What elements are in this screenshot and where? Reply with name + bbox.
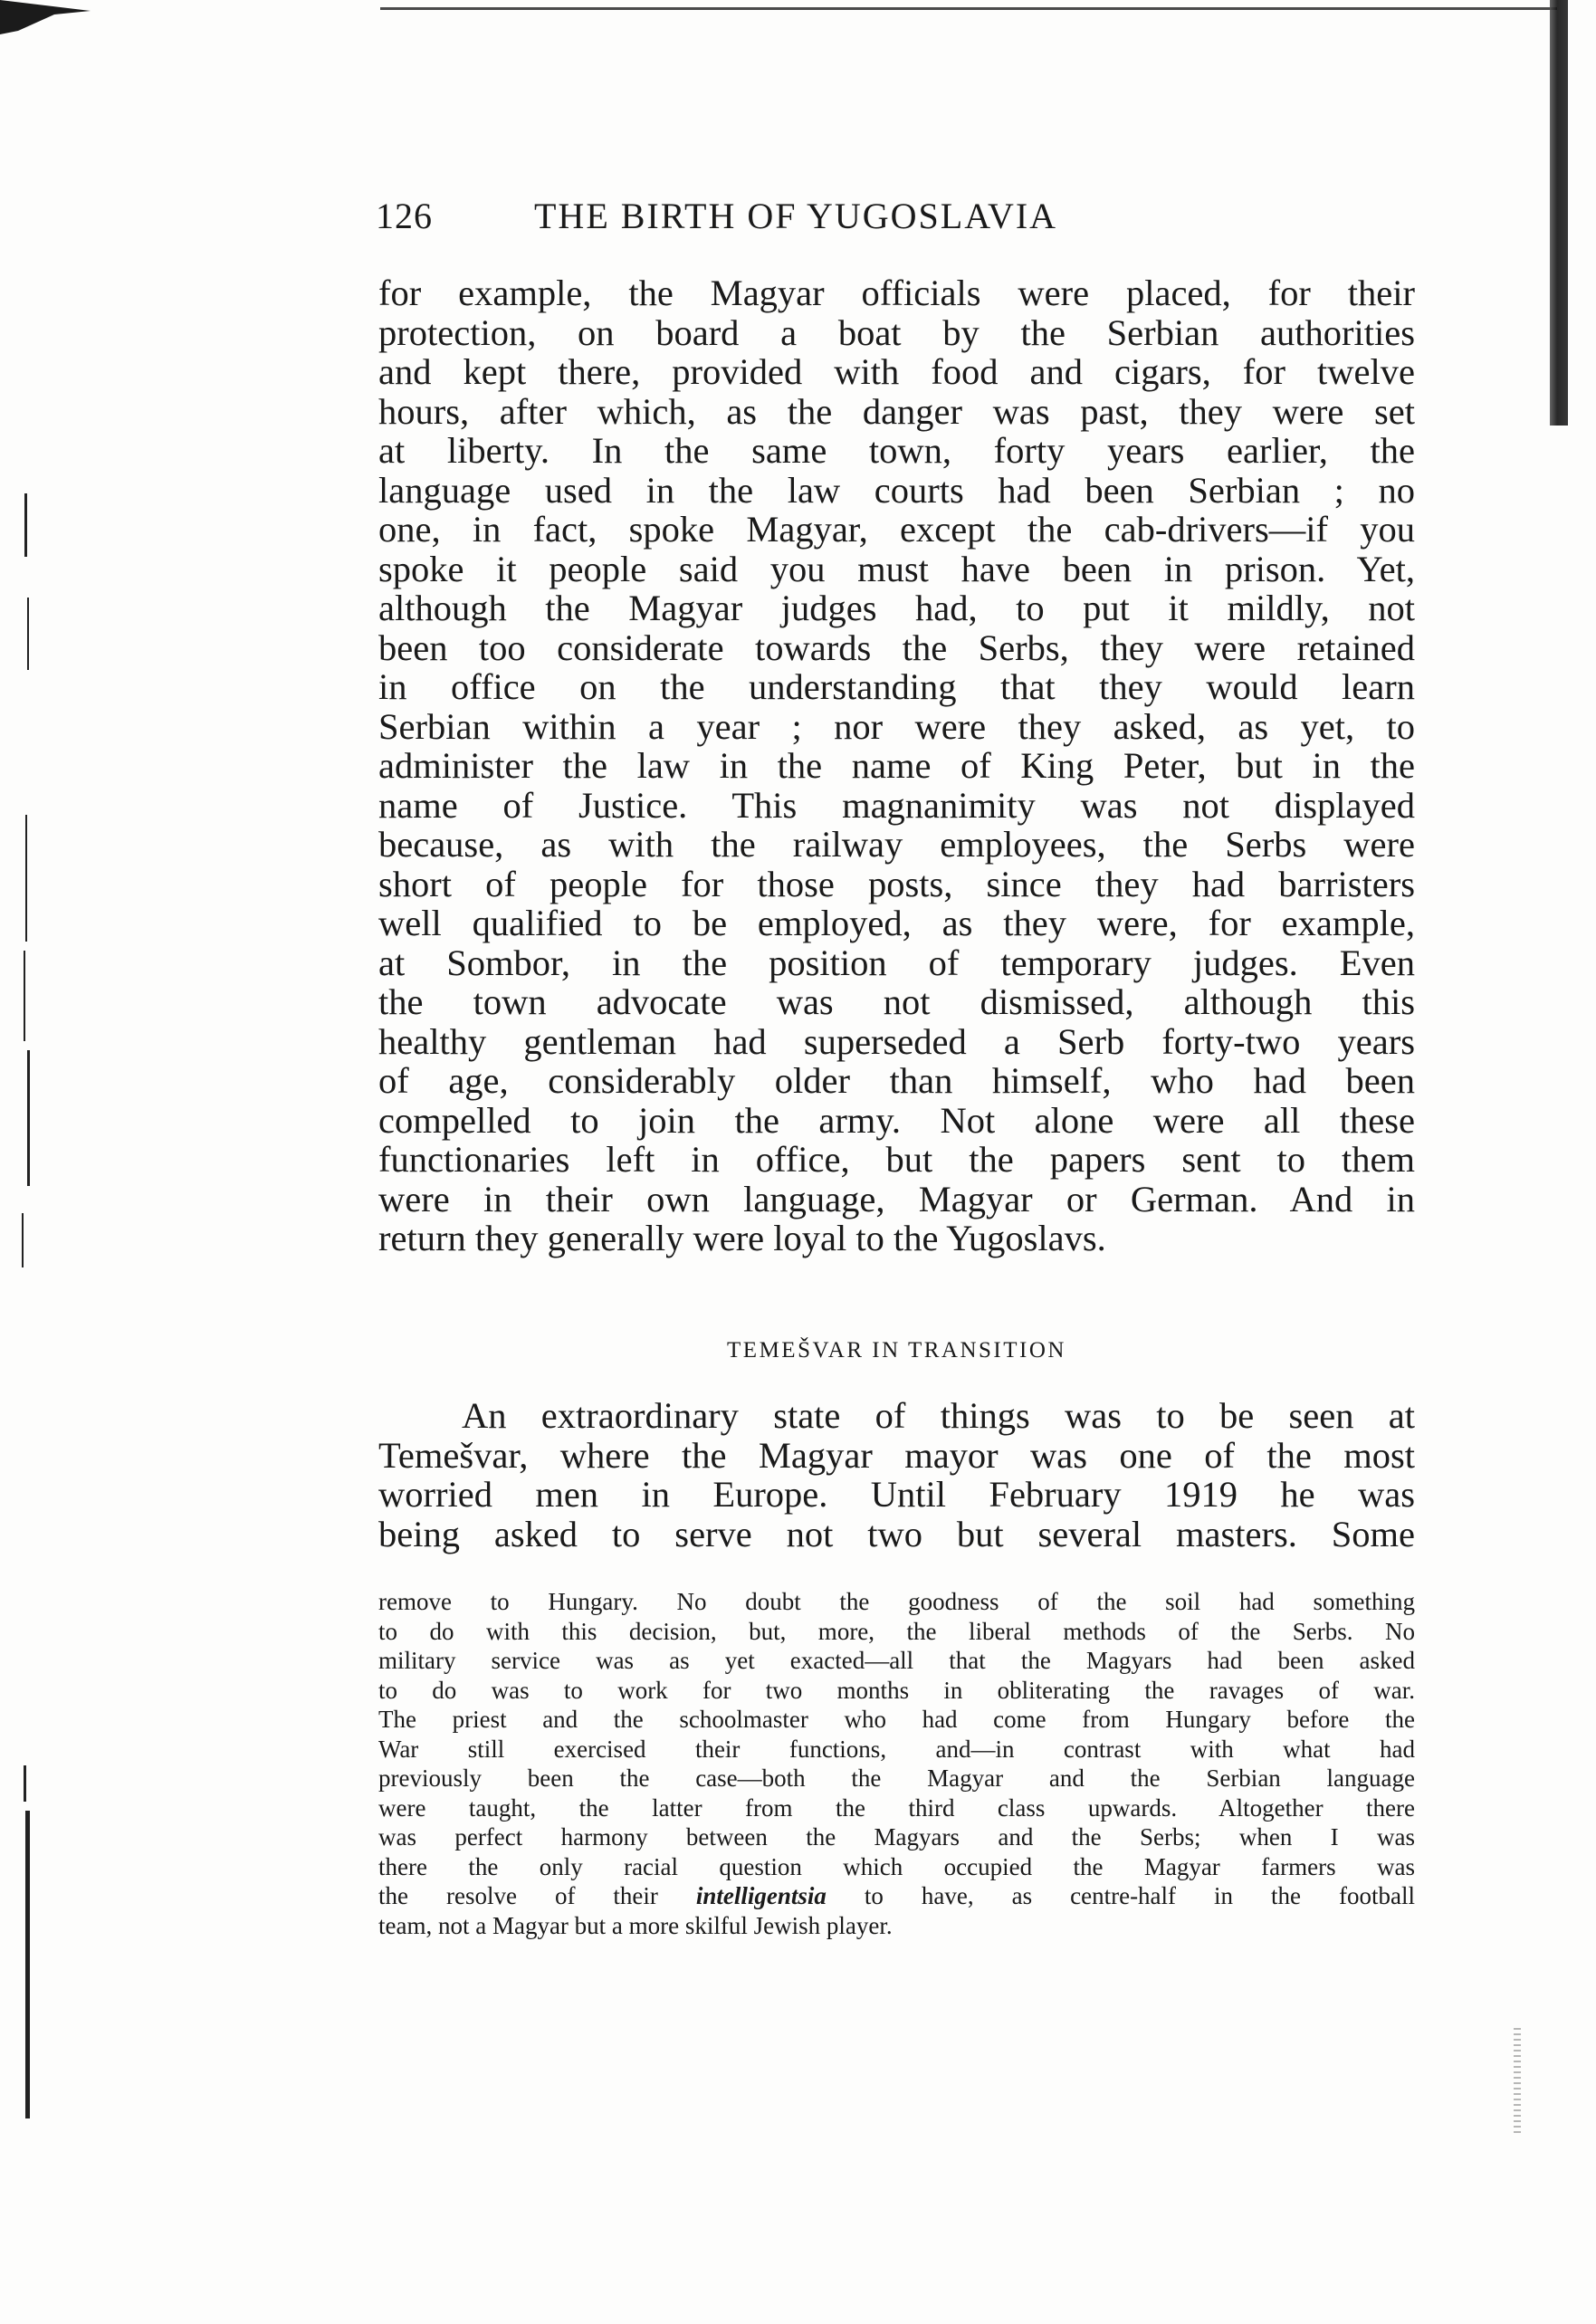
text-line: although the Magyar judges had, to put it mildly, not bbox=[378, 588, 1415, 628]
text-line: the town advocate was not dismissed, although this bbox=[378, 981, 1415, 1022]
scan-noise bbox=[1514, 2028, 1521, 2137]
text-line: Temešvar, where the Magyar mayor was one of the most bbox=[378, 1434, 1415, 1476]
text-line: An extraordinary state of things was to be seen at bbox=[462, 1395, 1415, 1436]
scan-left-edge-mark bbox=[22, 1213, 24, 1267]
text-line: worried men in Europe. Until February 1919 he was bbox=[378, 1474, 1415, 1515]
footnote-line: to do with this decision, but, more, the liberal methods of the Serbs. No bbox=[378, 1617, 1415, 1645]
text-line: administer the law in the name of King Peter, but in the bbox=[378, 745, 1415, 786]
scan-left-edge-mark bbox=[25, 815, 27, 942]
footnote bbox=[378, 1587, 1415, 1940]
footnote-line: there the only racial question which occupied the Magyar farmers was bbox=[378, 1852, 1415, 1880]
text-line: in office on the understanding that they would learn bbox=[378, 666, 1415, 707]
footnote-line: team, not a Magyar but a more skilful Jewish player. bbox=[378, 1911, 893, 1939]
text-line: at Sombor, in the position of temporary judges. Even bbox=[378, 942, 1415, 983]
footnote-line: The priest and the schoolmaster who had come from Hungary before the bbox=[378, 1706, 1415, 1733]
scan-left-edge-mark bbox=[24, 493, 27, 557]
text-line: hours, after which, as the danger was past, they were set bbox=[378, 390, 1415, 432]
text-line: for example, the Magyar officials were placed, for their bbox=[378, 273, 1415, 313]
scan-left-edge-mark bbox=[24, 951, 25, 1041]
text-line: one, in fact, spoke Magyar, except the cab-drivers—if you bbox=[378, 509, 1415, 550]
body-paragraph bbox=[378, 273, 1415, 1258]
text-line: been too considerate towards the Serbs, they were retained bbox=[378, 626, 1415, 668]
text-line: protection, on board a boat by the Serbian authorities bbox=[378, 311, 1415, 353]
scan-right-edge bbox=[1550, 0, 1568, 426]
text-line: at liberty. In the same town, forty years earlier, the bbox=[378, 430, 1415, 471]
text-line: short of people for those posts, since they had barristers bbox=[378, 863, 1415, 904]
text-line: language used in the law courts had been Serbian ; no bbox=[378, 469, 1415, 511]
running-header bbox=[376, 195, 1426, 249]
text-line: name of Justice. This magnanimity was not displayed bbox=[378, 784, 1415, 826]
footnote-line: remove to Hungary. No doubt the goodness of the soil had something bbox=[378, 1588, 1415, 1615]
text-line: spoke it people said you must have been in prison. Yet, bbox=[378, 548, 1415, 589]
text-line: return they generally were loyal to the Yugoslavs. bbox=[378, 1218, 1106, 1258]
footnote-line: military service was as yet exacted—all that the Magyars had been asked bbox=[378, 1647, 1415, 1674]
section-paragraph bbox=[378, 1396, 1415, 1554]
scan-left-edge-mark bbox=[25, 1811, 30, 2118]
scan-left-edge-mark bbox=[27, 598, 29, 670]
text-line: because, as with the railway employees, the Serbs were bbox=[378, 824, 1415, 865]
footnote-line-italic bbox=[378, 1881, 1415, 1911]
text-line: Serbian within a year ; nor were they asked, as yet, to bbox=[378, 705, 1415, 747]
running-title: THE BIRTH OF YUGOSLAVIA bbox=[534, 196, 1058, 236]
footnote-line: was perfect harmony between the Magyars and the Serbs; when I was bbox=[378, 1823, 1415, 1851]
page-number: 126 bbox=[376, 196, 433, 236]
footnote-line: previously been the case—both the Magyar and the Serbian language bbox=[378, 1765, 1415, 1792]
scan-corner-mark bbox=[0, 0, 100, 36]
footnote-text: to have, as centre-half in the football bbox=[826, 1882, 1415, 1909]
scan-left-edge-mark bbox=[27, 1050, 30, 1186]
text-line: and kept there, provided with food and cigars, for twelve bbox=[378, 351, 1415, 392]
footnote-line: War still exercised their functions, and—in contrast with what had bbox=[378, 1735, 1415, 1763]
scan-top-edge bbox=[380, 7, 1557, 10]
text-line: of age, considerably older than himself, who had been bbox=[378, 1060, 1415, 1101]
section-heading: TEMEŠVAR IN TRANSITION bbox=[727, 1338, 1066, 1363]
footnote-line: were taught, the latter from the third class upwards. Altogether there bbox=[378, 1793, 1415, 1822]
scan-left-edge-mark bbox=[24, 1765, 26, 1802]
text-line: being asked to serve not two but several masters. Some bbox=[378, 1513, 1415, 1554]
text-line: healthy gentleman had superseded a Serb forty-two years bbox=[378, 1020, 1415, 1062]
text-line: well qualified to be employed, as they were, for example, bbox=[378, 903, 1415, 943]
text-line: compelled to join the army. Not alone were all these bbox=[378, 1099, 1415, 1141]
footnote-italic-term: intelligentsia bbox=[695, 1882, 827, 1909]
text-line: were in their own language, Magyar or German. And in bbox=[378, 1178, 1415, 1219]
footnote-line: to do was to work for two months in obliterating the ravages of war. bbox=[378, 1676, 1415, 1704]
footnote-text: the resolve of their bbox=[378, 1882, 696, 1909]
text-line: functionaries left in office, but the papers sent to them bbox=[378, 1139, 1415, 1180]
